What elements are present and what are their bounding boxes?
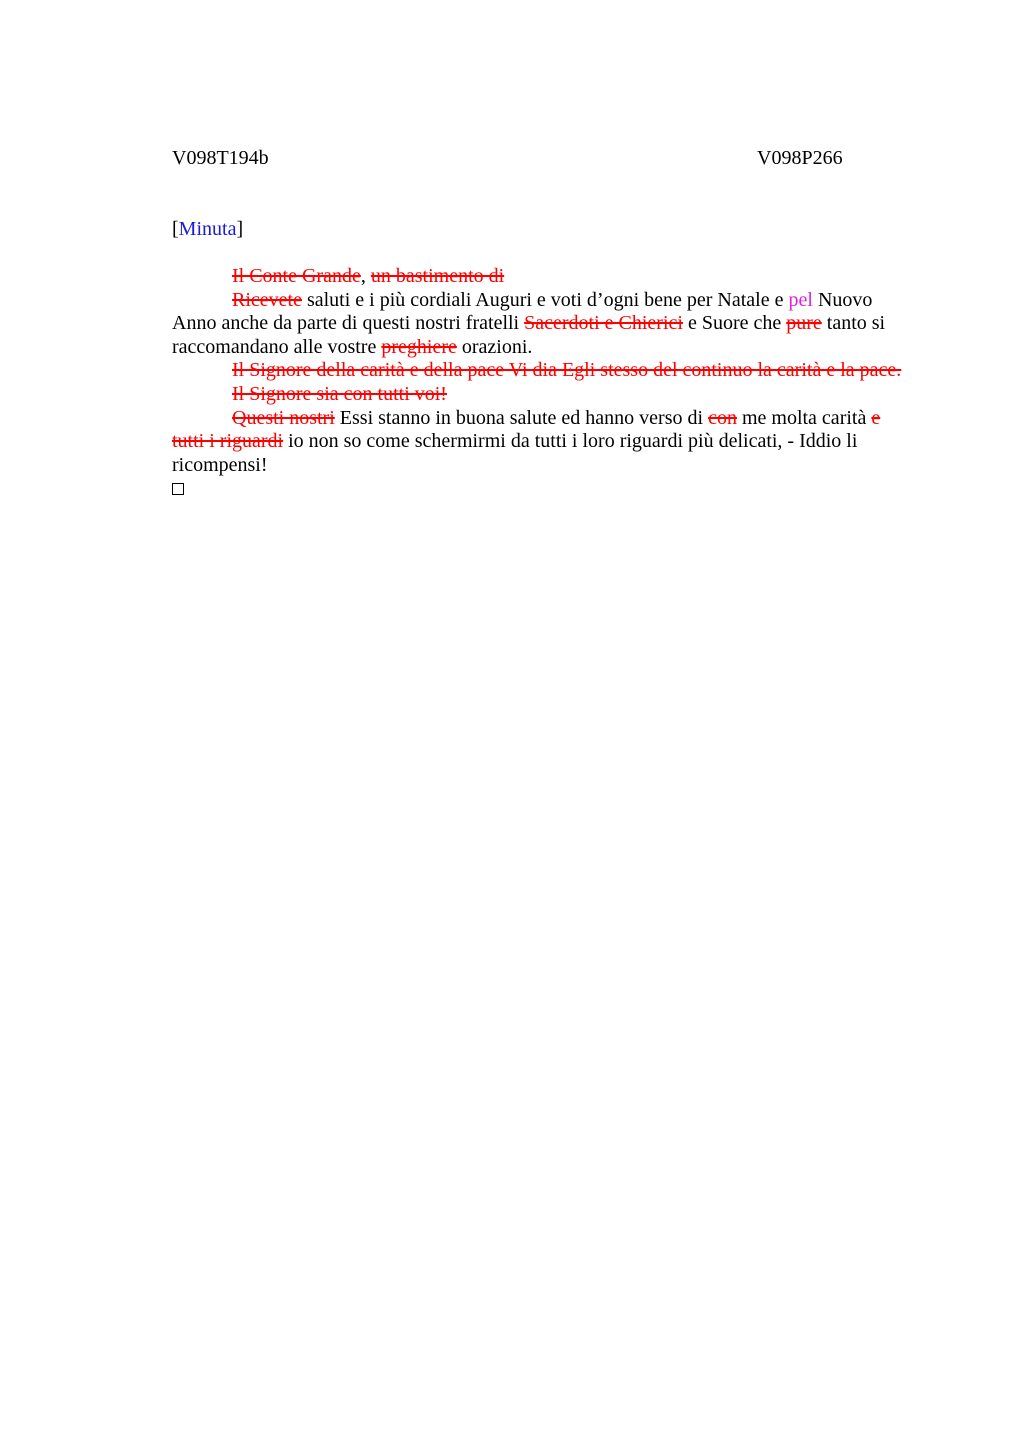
deleted-text: Il Signore sia con tutti voi! [232, 382, 447, 405]
deleted-text: Il Signore della carità e della pace Vi dia Egli stesso del continuo la carità e la pace. [232, 359, 902, 382]
deleted-text: Ricevete [232, 288, 302, 311]
label-close-bracket: ] [236, 218, 244, 240]
paragraph-4 [172, 383, 912, 407]
body-text: Essi stanno in buona salute ed hanno verso di [334, 406, 709, 429]
deleted-text: Sacerdoti e Chierici [524, 312, 683, 335]
body-text: orazioni. [456, 335, 533, 358]
deleted-text: Questi nostri [232, 406, 335, 429]
label-text: Minuta [178, 218, 237, 240]
document-code-right: V098P266 [757, 147, 843, 169]
deleted-text: con [708, 406, 737, 429]
body-text: Nuovo Anno anche da parte di questi nostri fratelli [172, 288, 873, 335]
letter-body [172, 265, 912, 502]
body-text: tanto si raccomandano alle vostre [172, 312, 886, 358]
inserted-text: pel [788, 288, 813, 311]
deleted-text: pure [786, 312, 822, 335]
label-open-bracket: [ [172, 218, 179, 240]
document-code-left: V098T194b [172, 147, 269, 169]
paragraph-5 [172, 407, 912, 478]
body-text: saluti e i più cordiali Auguri e voti d’ogni bene per Natale e [301, 288, 789, 311]
paragraph-1 [172, 265, 912, 289]
empty-square-icon [172, 483, 184, 495]
deleted-text: e tutti i riguardi [172, 406, 881, 453]
paragraph-2 [172, 289, 912, 360]
end-marker [172, 477, 912, 502]
body-text: e Suore che [682, 312, 787, 335]
document-page [172, 0, 912, 1450]
paragraph-3 [172, 359, 912, 383]
deleted-text: Il Conte Grande [232, 265, 361, 287]
body-text: me molta carità [736, 406, 872, 429]
body-text: , [360, 265, 371, 287]
body-text: io non so come schermirmi da tutti i loro riguardi più delicati, - Iddio li ricompensi! [172, 430, 858, 476]
deleted-text: un bastimento di [370, 265, 505, 287]
deleted-text: preghiere [381, 335, 457, 358]
draft-label [172, 217, 243, 241]
